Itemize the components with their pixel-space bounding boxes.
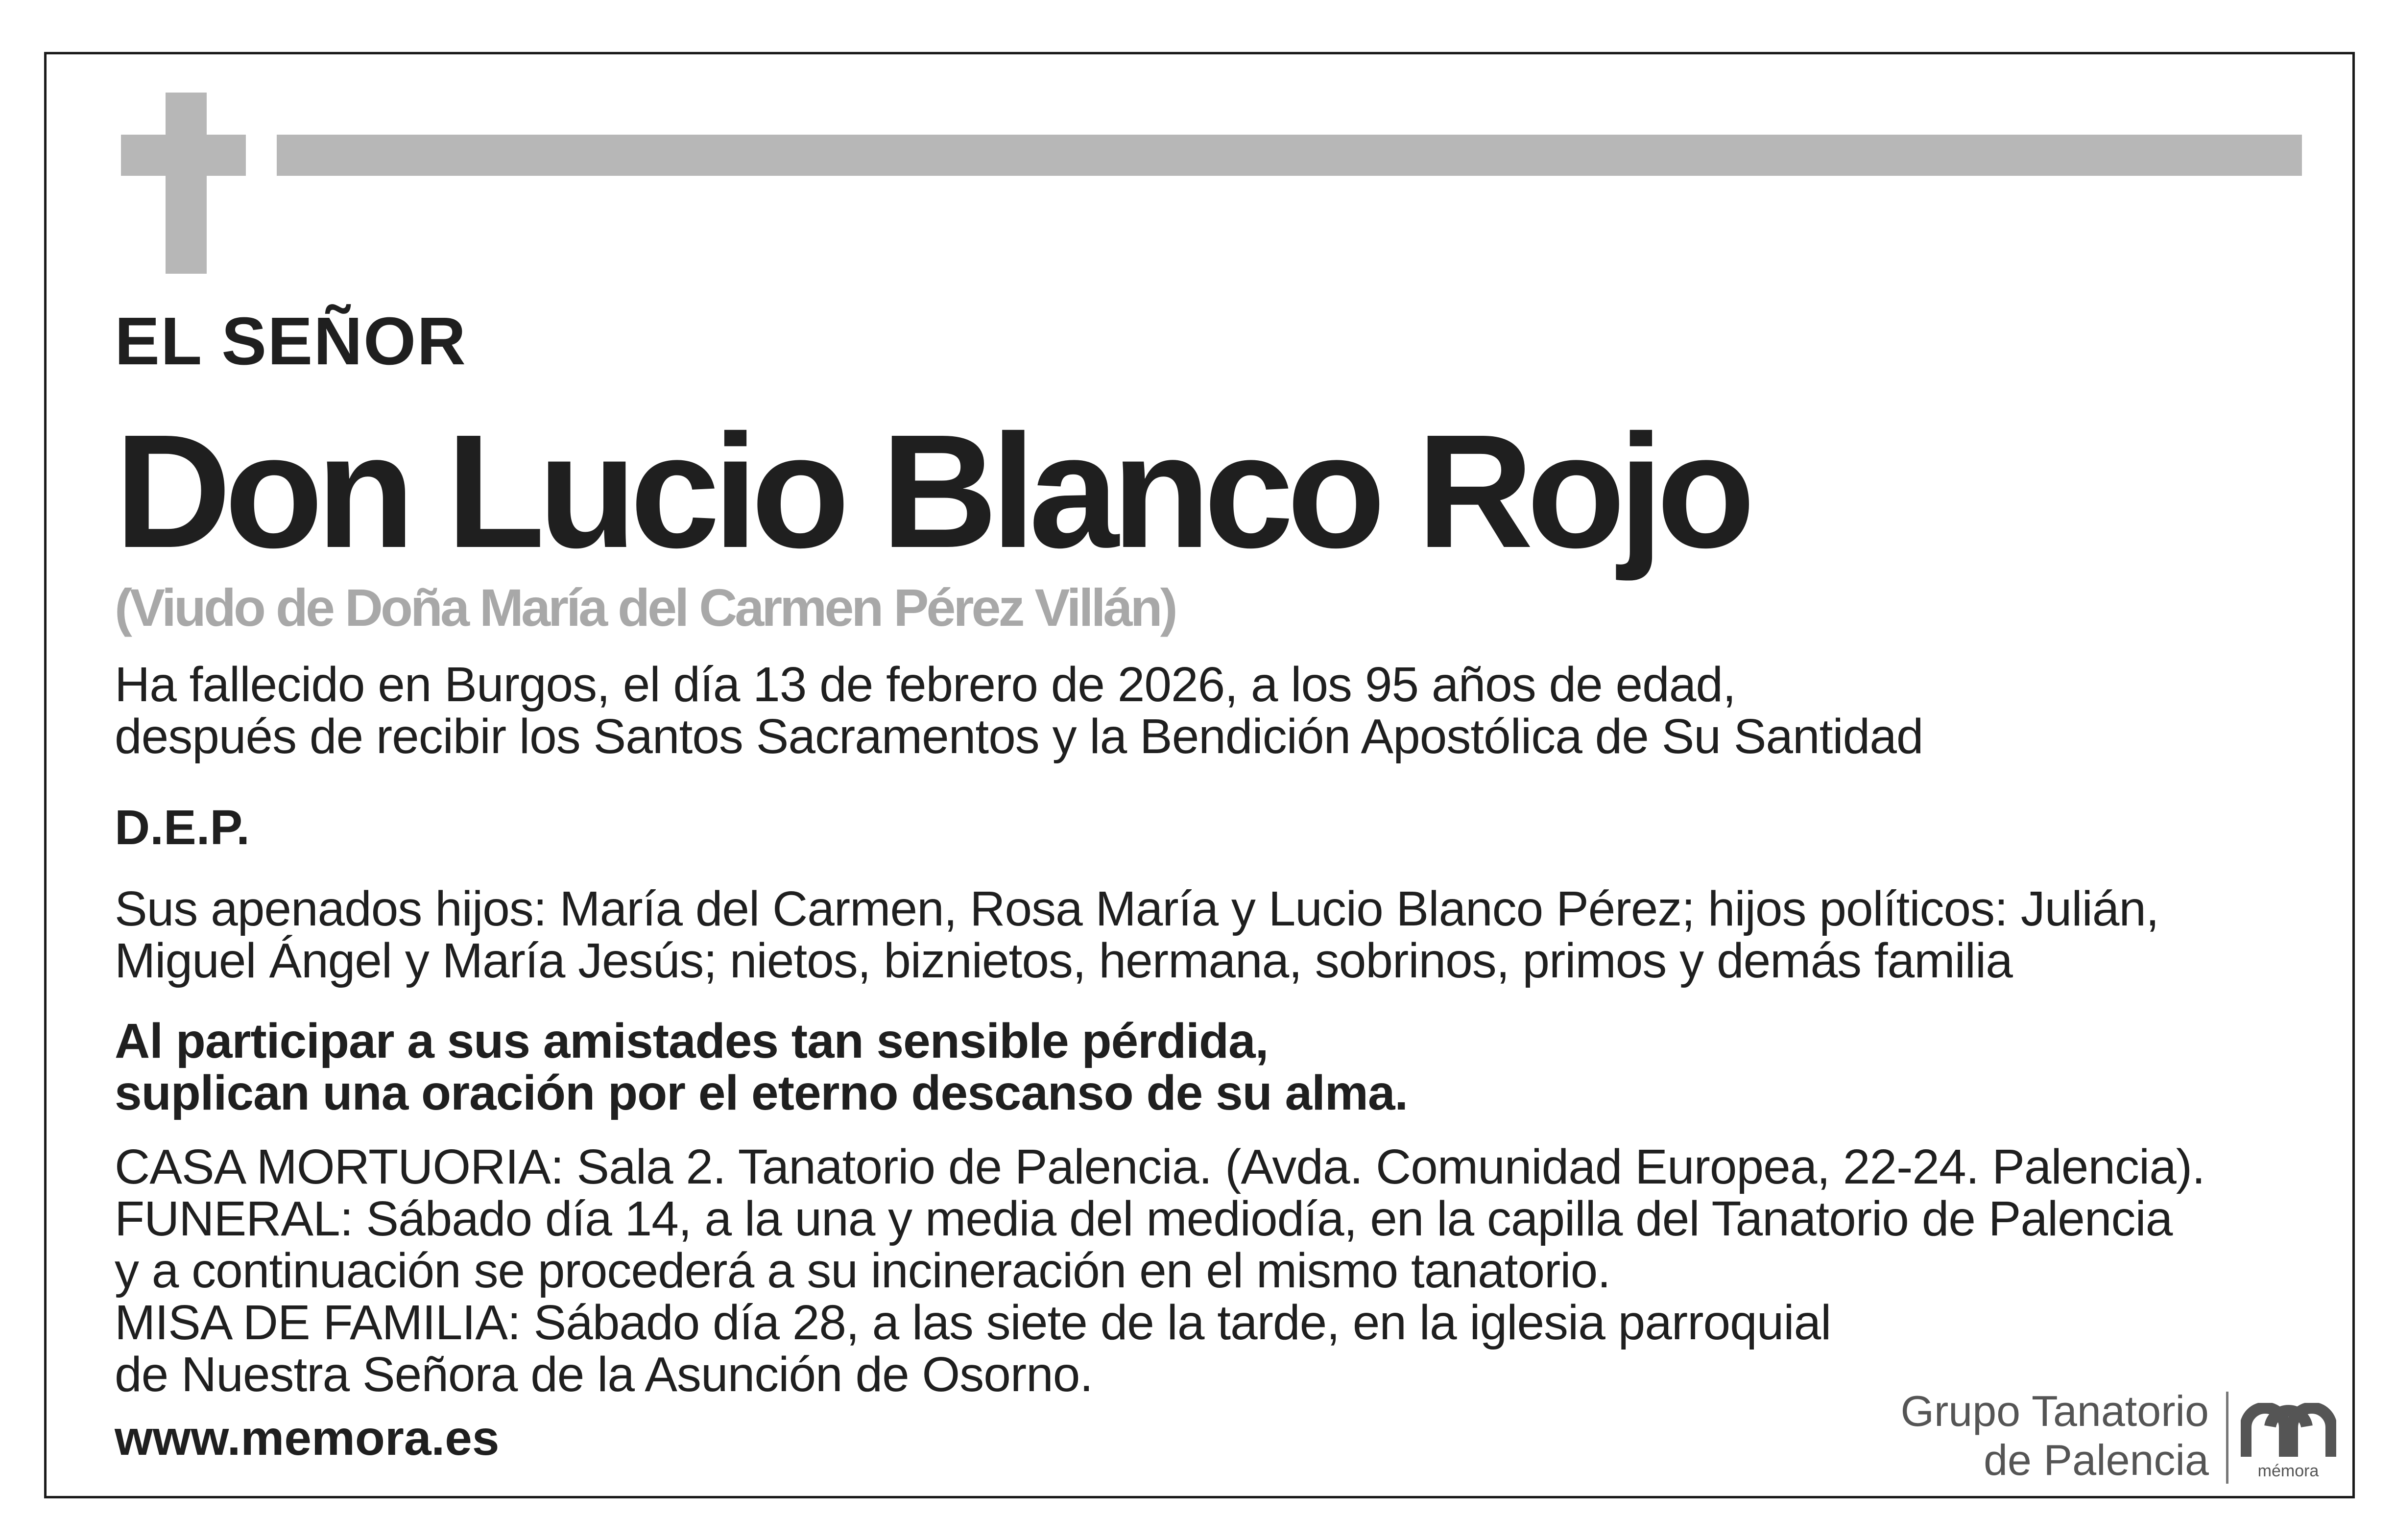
service-line: de Nuestra Señora de la Asunción de Osorno. — [115, 1347, 1093, 1402]
prayer-request — [115, 1015, 1408, 1119]
service-line: FUNERAL: Sábado día 14, a la una y media del mediodía, en la capilla del Tanatorio de Palencia — [115, 1191, 2173, 1246]
funeral-home-line: Grupo Tanatorio — [1900, 1387, 2209, 1435]
death-notice-line: Ha fallecido en Burgos, el día 13 de febrero de 2026, a los 95 años de edad, — [115, 657, 1736, 712]
service-line: y a continuación se procederá a su incineración en el mismo tanatorio. — [115, 1243, 1610, 1298]
website-link[interactable]: www.memora.es — [115, 1411, 500, 1466]
death-notice — [115, 659, 1923, 762]
death-notice-line: después de recibir los Santos Sacramentos y la Bendición Apostólica de Su Santidad — [115, 709, 1923, 764]
deceased-name: Don Lucio Blanco Rojo — [115, 401, 1748, 581]
service-details — [115, 1141, 2205, 1400]
logo-divider — [2226, 1392, 2228, 1484]
family-list — [115, 883, 2159, 987]
header-bar — [277, 135, 2302, 176]
honorific: EL SEÑOR — [115, 304, 467, 379]
prayer-line: Al participar a sus amistades tan sensible pérdida, — [115, 1014, 1269, 1068]
service-line: MISA DE FAMILIA: Sábado día 28, a las siete de la tarde, en la iglesia parroquial — [115, 1295, 1831, 1350]
family-line: Sus apenados hijos: María del Carmen, Rosa María y Lucio Blanco Pérez; hijos políticos: Julián, — [115, 881, 2159, 936]
brand-wordmark: mémora — [2257, 1462, 2319, 1480]
dep-label: D.E.P. — [115, 800, 250, 855]
memora-logo-icon — [2241, 1403, 2336, 1457]
funeral-home-name — [1901, 1387, 2209, 1485]
funeral-home-line: de Palencia — [1984, 1436, 2209, 1484]
service-line: CASA MORTUORIA: Sala 2. Tanatorio de Palencia. (Avda. Comunidad Europea, 22-24. Palencia). — [115, 1139, 2205, 1194]
prayer-line: suplican una oración por el eterno descanso de su alma. — [115, 1066, 1408, 1120]
family-line: Miguel Ángel y María Jesús; nietos, biznietos, hermana, sobrinos, primos y demás familia — [115, 933, 2012, 988]
cross-icon-vertical — [166, 93, 207, 274]
cross-icon-horizontal — [121, 135, 246, 176]
spouse-note: (Viudo de Doña María del Carmen Pérez Villán) — [115, 578, 1175, 637]
